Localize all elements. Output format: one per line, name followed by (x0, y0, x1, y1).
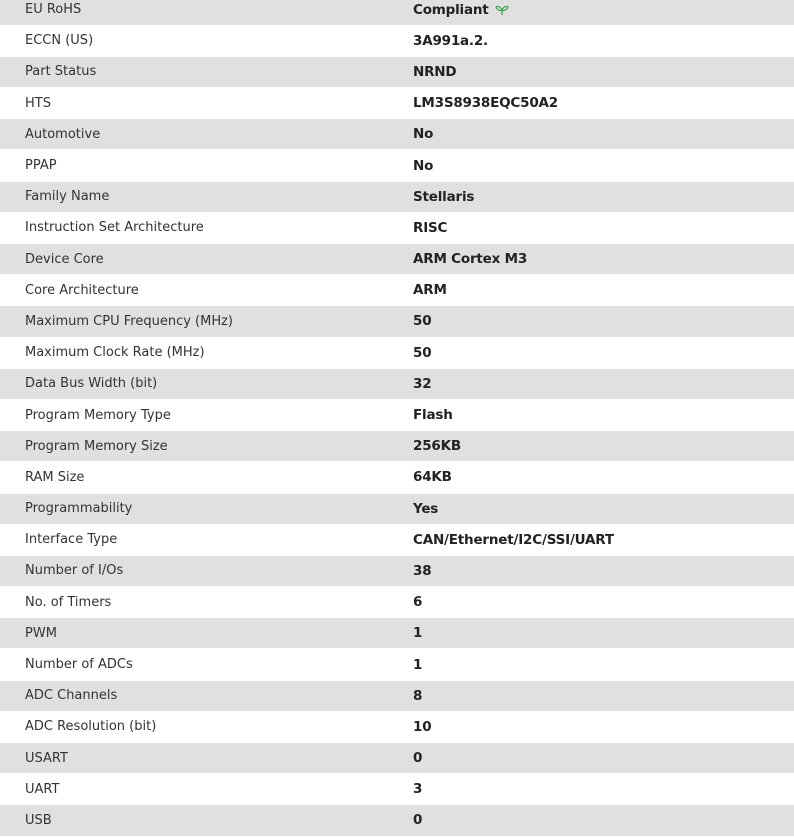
spec-value (388, 781, 422, 797)
spec-label: Number of I/Os (25, 563, 124, 579)
spec-label: EU RoHS (25, 2, 82, 18)
spec-row (0, 119, 794, 150)
spec-row (0, 681, 794, 712)
spec-value-text: 0 (413, 750, 423, 767)
spec-value (388, 158, 433, 174)
spec-value (388, 345, 431, 361)
spec-row (0, 338, 794, 369)
spec-value-text: NRND (413, 63, 457, 80)
spec-row (0, 525, 794, 556)
spec-label: Instruction Set Architecture (25, 220, 204, 236)
spec-row (0, 182, 794, 213)
spec-value (388, 313, 431, 329)
spec-label: HTS (25, 95, 51, 111)
spec-value-text: Yes (413, 500, 439, 517)
spec-label: ECCN (US) (25, 33, 94, 49)
spec-label: Data Bus Width (bit) (25, 376, 158, 392)
spec-label: Family Name (25, 189, 110, 205)
spec-value (388, 376, 431, 392)
spec-label: Programmability (25, 501, 133, 517)
spec-label: USART (25, 750, 68, 766)
spec-value-text: ARM (413, 282, 447, 299)
spec-row (0, 244, 794, 275)
spec-value-text: 38 (413, 562, 432, 579)
spec-label: Part Status (25, 64, 97, 80)
spec-value-text: 64KB (413, 469, 452, 486)
spec-value-text: Stellaris (413, 188, 475, 205)
spec-label: Device Core (25, 251, 104, 267)
spec-row (0, 0, 794, 26)
spec-label: UART (25, 781, 60, 797)
spec-row (0, 88, 794, 119)
spec-value (388, 251, 527, 267)
spec-label: Number of ADCs (25, 657, 133, 673)
spec-value-text: Flash (413, 407, 453, 424)
spec-row (0, 26, 794, 57)
spec-value (388, 532, 614, 548)
spec-value (388, 282, 447, 298)
spec-value (388, 126, 433, 142)
spec-value (388, 625, 422, 641)
spec-value-text: RISC (413, 219, 448, 236)
spec-row (0, 57, 794, 88)
spec-row (0, 712, 794, 743)
spec-row (0, 743, 794, 774)
spec-label: PWM (25, 625, 57, 641)
spec-value-text: 0 (413, 812, 423, 829)
spec-value (388, 95, 558, 111)
spec-label: Maximum CPU Frequency (MHz) (25, 313, 233, 329)
spec-value (388, 719, 431, 735)
spec-row (0, 462, 794, 493)
spec-row (0, 306, 794, 337)
spec-label: ADC Channels (25, 688, 118, 704)
spec-value-text: LM3S8938EQC50A2 (413, 95, 558, 112)
spec-label: ADC Resolution (bit) (25, 719, 157, 735)
spec-label: Interface Type (25, 532, 118, 548)
spec-value (388, 750, 422, 766)
spec-label: Core Architecture (25, 282, 139, 298)
spec-value-text: No (413, 126, 434, 143)
spec-value (388, 438, 461, 454)
spec-value (388, 220, 447, 236)
spec-label: USB (25, 812, 52, 828)
spec-label: Automotive (25, 126, 101, 142)
spec-row (0, 556, 794, 587)
spec-value (388, 501, 438, 517)
spec-value (388, 33, 488, 49)
spec-value-text: 3 (413, 781, 423, 798)
spec-value-text: CAN/Ethernet/I2C/SSI/UART (413, 531, 614, 548)
spec-value (388, 407, 453, 423)
spec-row (0, 431, 794, 462)
spec-row (0, 494, 794, 525)
spec-value-text: 32 (413, 375, 432, 392)
spec-value-text: 1 (413, 625, 423, 642)
spec-value (388, 64, 456, 80)
spec-row (0, 275, 794, 306)
spec-value (388, 657, 422, 673)
spec-value (388, 2, 509, 18)
spec-value-text: 8 (413, 687, 423, 704)
spec-row (0, 400, 794, 431)
spec-label: RAM Size (25, 469, 85, 485)
spec-row (0, 150, 794, 181)
spec-value (388, 189, 474, 205)
spec-row (0, 805, 794, 836)
spec-value (388, 469, 452, 485)
spec-value (388, 688, 422, 704)
spec-value-text: Compliant (413, 1, 489, 18)
spec-row (0, 587, 794, 618)
spec-value-text: ARM Cortex M3 (413, 251, 528, 268)
spec-label: Program Memory Type (25, 407, 171, 423)
spec-label: Program Memory Size (25, 438, 168, 454)
spec-value-text: 256KB (413, 438, 461, 455)
spec-value (388, 812, 422, 828)
spec-value-text: 50 (413, 313, 432, 330)
spec-value-text: 50 (413, 344, 432, 361)
spec-row (0, 213, 794, 244)
spec-row (0, 774, 794, 805)
spec-value-text: 10 (413, 718, 432, 735)
spec-label: No. of Timers (25, 594, 112, 610)
spec-value (388, 563, 431, 579)
spec-label: PPAP (25, 158, 57, 174)
spec-value-text: No (413, 157, 434, 174)
spec-value-text: 1 (413, 656, 423, 673)
spec-value (388, 594, 422, 610)
spec-row (0, 369, 794, 400)
spec-value-text: 3A991a.2. (413, 32, 488, 49)
spec-label: Maximum Clock Rate (MHz) (25, 345, 205, 361)
spec-row (0, 649, 794, 680)
spec-row (0, 618, 794, 649)
spec-value-text: 6 (413, 594, 423, 611)
leaf-icon (495, 4, 509, 16)
